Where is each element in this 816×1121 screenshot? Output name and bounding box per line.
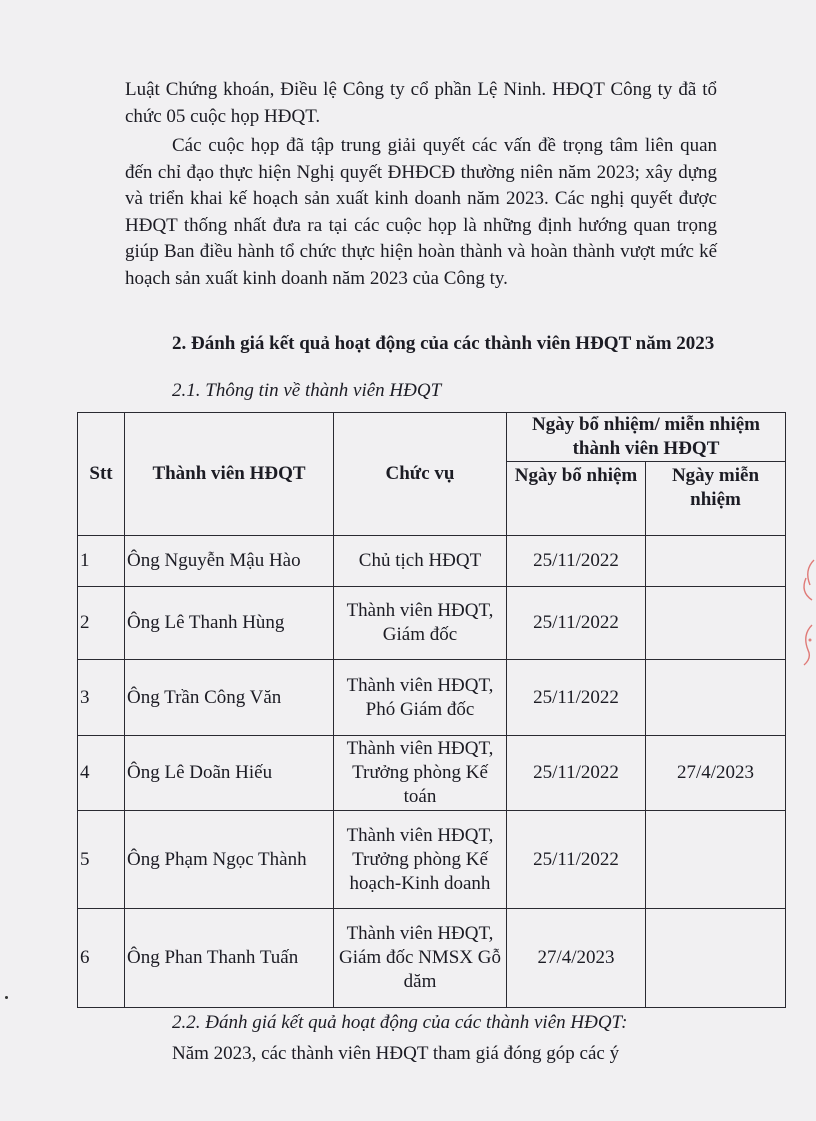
row-stt: 5: [78, 811, 125, 909]
table-row: [78, 736, 786, 811]
paragraph-evaluation: Năm 2023, các thành viên HĐQT tham giá đóng góp các ý: [172, 1043, 620, 1064]
row-appointed: 25/11/2022: [507, 811, 646, 909]
row-appointed: 25/11/2022: [507, 587, 646, 660]
table-row: [78, 536, 786, 587]
header-appointed: Ngày bổ nhiệm: [507, 462, 646, 536]
row-position: Thành viên HĐQT, Trưởng phòng Kế toán: [334, 736, 507, 811]
row-dismissed: [646, 587, 786, 660]
paragraph-intro-continued: Luật Chứng khoán, Điều lệ Công ty cổ phần Lệ Ninh. HĐQT Công ty đã tổ chức 05 cuộc họp HĐQT.: [125, 79, 717, 127]
row-stt: 1: [78, 536, 125, 587]
row-dismissed: [646, 909, 786, 1008]
subsection-heading-2-1: 2.1. Thông tin về thành viên HĐQT: [172, 380, 442, 401]
subsection-heading-2-2: 2.2. Đánh giá kết quả hoạt động của các thành viên HĐQT:: [172, 1012, 628, 1033]
row-stt: 3: [78, 660, 125, 736]
row-name: Ông Lê Thanh Hùng: [125, 587, 334, 660]
row-position: Chủ tịch HĐQT: [334, 536, 507, 587]
header-dates-group: Ngày bổ nhiệm/ miễn nhiệm thành viên HĐQT: [507, 413, 786, 462]
row-appointed: 25/11/2022: [507, 536, 646, 587]
header-member: Thành viên HĐQT: [125, 413, 334, 536]
row-name: Ông Trần Công Văn: [125, 660, 334, 736]
row-appointed: 27/4/2023: [507, 909, 646, 1008]
row-appointed: 25/11/2022: [507, 736, 646, 811]
row-position: Thành viên HĐQT, Phó Giám đốc: [334, 660, 507, 736]
table-row: [78, 811, 786, 909]
table-row: [78, 909, 786, 1008]
row-appointed: 25/11/2022: [507, 660, 646, 736]
row-dismissed: [646, 811, 786, 909]
header-dismissed: Ngày miễn nhiệm: [646, 462, 786, 536]
row-name: Ông Lê Doãn Hiếu: [125, 736, 334, 811]
paragraph-meetings: Các cuộc họp đã tập trung giải quyết các vấn đề trọng tâm liên quan đến chỉ đạo thực hiện Nghị quyết ĐHĐCĐ thường niên năm 2023; xây dựng và triển khai kế hoạch sản xuất kinh doanh năm 2023. Các nghị quyết được HĐQT thống nhất đưa ra tại các cuộc họp là những định hướng quan trọng giúp Ban điều hành tổ chức thực hiện hoàn thành và hoàn thành vượt mức kế hoạch sản xuất kinh doanh năm 2023 của Công ty.: [125, 135, 717, 289]
row-stt: 4: [78, 736, 125, 811]
table-row: [78, 587, 786, 660]
scan-speck: [5, 996, 8, 999]
row-dismissed: 27/4/2023: [646, 736, 786, 811]
row-stt: 6: [78, 909, 125, 1008]
row-name: Ông Phạm Ngọc Thành: [125, 811, 334, 909]
header-position: Chức vụ: [334, 413, 507, 536]
row-dismissed: [646, 536, 786, 587]
header-stt: Stt: [78, 413, 125, 536]
row-name: Ông Phan Thanh Tuấn: [125, 909, 334, 1008]
section-heading-2: 2. Đánh giá kết quả hoạt động của các thành viên HĐQT năm 2023: [172, 333, 715, 354]
row-position: Thành viên HĐQT, Giám đốc NMSX Gỗ dăm: [334, 909, 507, 1008]
row-position: Thành viên HĐQT, Trưởng phòng Kế hoạch-Kinh doanh: [334, 811, 507, 909]
members-table: [77, 412, 786, 1008]
row-dismissed: [646, 660, 786, 736]
red-stamp-fragment: [796, 540, 816, 680]
row-stt: 2: [78, 587, 125, 660]
row-position: Thành viên HĐQT, Giám đốc: [334, 587, 507, 660]
row-name: Ông Nguyễn Mậu Hào: [125, 536, 334, 587]
table-row: [78, 660, 786, 736]
